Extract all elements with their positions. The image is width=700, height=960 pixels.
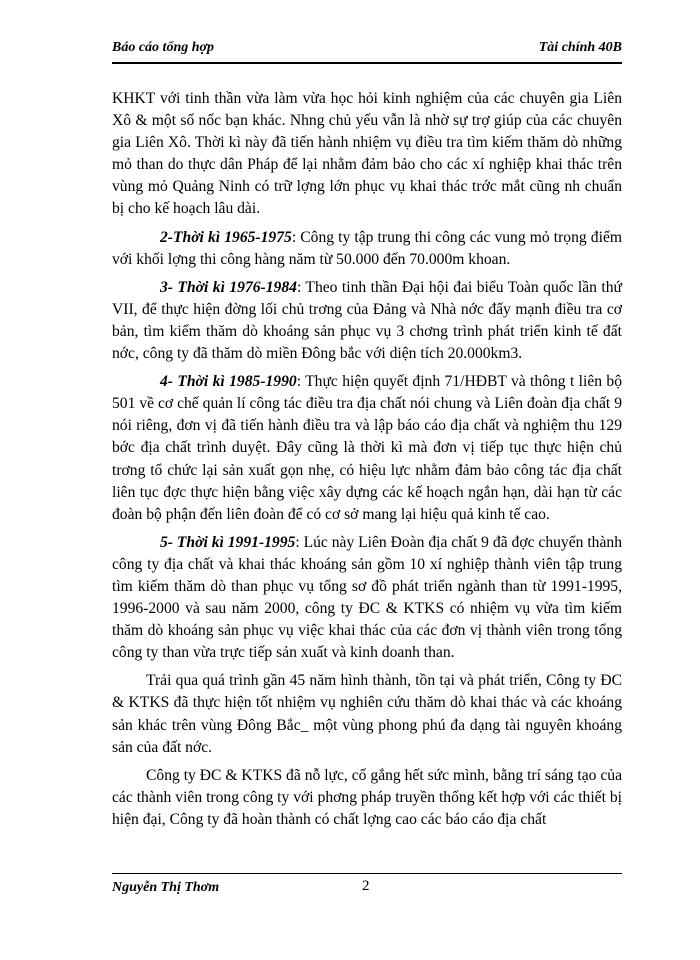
period-heading: 4- Thời kì 1985-1990 [160, 373, 297, 391]
paragraph-period-5 [112, 532, 622, 665]
paragraph-text: : Công ty tập trung thi công các vung mỏ trọng điểm với khối lợng thi công hàng năm từ 50.000 đến 70.000m khoan. [112, 228, 622, 268]
paragraph-period-3 [112, 277, 622, 365]
paragraph-intro [112, 88, 622, 221]
paragraph-text: : Lúc này Liên Đoàn địa chất 9 đã đợc chuyển thành công ty địa chất và khai thác khoáng sản gồm 10 xí nghiệp thành viên tập trung tìm kiếm thăm dò than phục vụ tổng sơ đồ phát triển ngành than từ 1991-1995, 1996-2000 và sau năm 2000, công ty ĐC & KTKS có nhiệm vụ vừa tìm kiếm thăm dò khoáng sản phục vụ việc khai thác của các đơn vị thành viên trong tổng công ty than vừa trực tiếp sản xuất và kinh doanh than. [112, 533, 622, 662]
paragraph-text: : Thực hiện quyết định 71/HĐBT và thông t liên bộ 501 về cơ chế quản lí công tác điều tra địa chất nói chung và Liên đoàn địa chất 9 nói riêng, đơn vị đã tiến hành điều tra và lập báo cáo địa chất và nghiệm thu 129 bớc địa chất trình duyệt. Đây cũng là thời kì mà đơn vị tiếp tục thực hiện chủ trơng tổ chức lại sản xuất gọn nhẹ, có hiệu lực nhằm đảm bảo công tác địa chất liên tục đợc thực hiện bằng việc xây dựng các kế hoạch ngắn hạn, dài hạn từ các đoàn bộ phận đến liên đoàn để có cơ sở mang lại hiệu quả kinh tế cao. [112, 373, 623, 523]
author-name: Nguyễn Thị Thơm [112, 880, 220, 895]
period-heading: 5- Thời kì 1991-1995 [160, 533, 296, 551]
page-header [112, 30, 622, 64]
header-class: Tài chính 40B [538, 40, 622, 55]
paragraph-text: Công ty ĐC & KTKS đã nỗ lực, cố gắng hết sức mình, bằng trí sáng tạo của các thành viên trong công ty với phơng pháp truyền thống kết hợp với các thiết bị hiện đại, Công ty đã hoàn thành có chất lợng cao các báo cáo địa chất [112, 766, 622, 828]
period-heading: 2-Thời kì 1965-1975 [160, 228, 292, 246]
period-heading: 3- Thời kì 1976-1984 [160, 278, 297, 296]
paragraph-summary [112, 670, 622, 758]
paragraph-period-2 [112, 227, 622, 271]
header-title: Báo cáo tổng hợp [112, 40, 215, 55]
paragraph-text: KHKT với tinh thần vừa làm vừa học hỏi kinh nghiệm của các chuyên gia Liên Xô & một số nốc bạn khác. Nhng chủ yếu vẫn là nhờ sự trợ giúp của các chuyên gia Liên Xô. Thời kì này đã tiến hành nhiệm vụ điều tra tìm kiếm thăm dò những mỏ than do thực dân Pháp để lại nhằm đảm bảo cho các xí nghiệp khai thác trên vùng mỏ Quảng Ninh có trữ lợng lớn phục vụ khai thác trớc mắt cũng nh chuẩn bị cho kế hoạch lâu dài. [112, 90, 622, 218]
paragraph-achievements [112, 765, 622, 831]
paragraph-text: : Theo tinh thần Đại hội đai biểu Toàn quốc lần thứ VII, để thực hiện đờng lối chủ trơng của Đảng và Nhà nớc đẩy mạnh điều tra cơ bản, tìm kiếm thăm dò khoáng sản phục vụ 3 chơng trình phát triển kinh tế đất nớc, công ty đã thăm dò miền Đông bắc với diện tích 20.000km3. [112, 278, 622, 363]
paragraph-text: Trải qua quá trình gần 45 năm hình thành, tồn tại và phát triển, Công ty ĐC & KTKS đã thực hiện tốt nhiệm vụ nghiên cứu thăm dò khai thác và các khoáng sản khác trên vùng Đông Bắc_ một vùng phong phú đa dạng tài nguyên khoáng sản của đất nớc. [112, 672, 622, 756]
paragraph-period-4 [112, 371, 622, 526]
document-body [112, 88, 622, 837]
page-number: 2 [362, 878, 370, 894]
page-footer [112, 873, 622, 904]
